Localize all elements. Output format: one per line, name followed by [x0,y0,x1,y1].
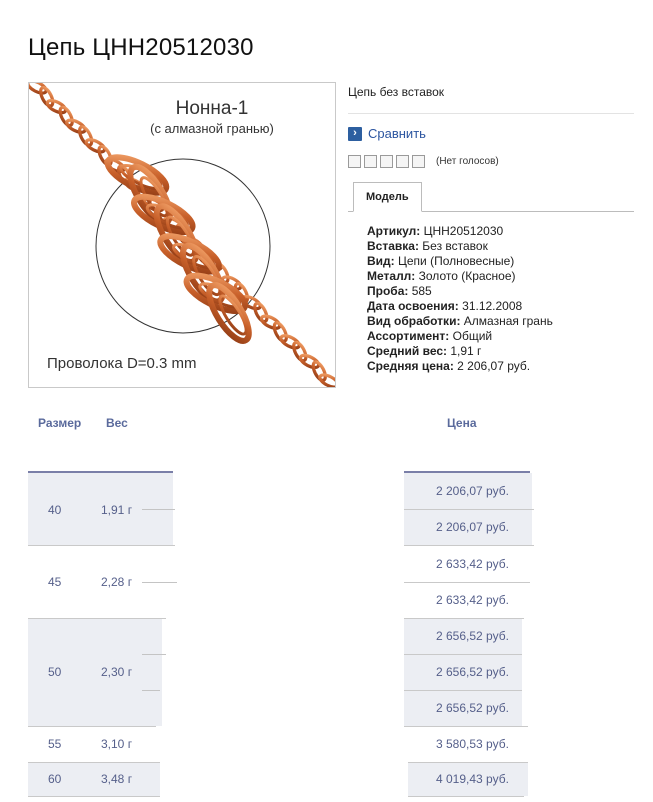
header-underline [28,471,173,473]
price-cell: 2 656,52 руб. [436,665,509,679]
weight-cell: 3,48 г [101,772,133,786]
tab-model[interactable]: Модель [353,182,422,212]
weight-cell: 2,30 г [101,665,133,679]
price-divider [404,726,528,727]
rating-star-icon[interactable] [380,155,393,168]
size-cell: 40 [48,503,62,517]
size-price-table [0,400,653,802]
row-divider [28,796,160,797]
rating-text: (Нет голосов) [436,156,499,167]
price-divider [404,690,522,691]
spec-avg-price: Средняя цена: 2 206,07 руб. [367,359,531,373]
image-chain-subtitle: (с алмазной гранью) [150,121,274,136]
sub-row-dash [142,509,175,510]
rating-star-icon[interactable] [412,155,425,168]
price-divider [404,618,524,619]
spec-avg-weight: Средний вес: 1,91 г [367,344,482,358]
price-cell: 4 019,43 руб. [436,772,509,786]
spec-insert: Вставка: Без вставок [367,239,488,253]
price-cell: 2 633,42 руб. [436,557,509,571]
image-chain-name: Нонна-1 [175,98,249,119]
price-cell: 3 580,53 руб. [436,737,509,751]
spec-assortment: Ассортимент: Общий [367,329,493,343]
price-cell: 2 206,07 руб. [436,484,509,498]
size-cell: 55 [48,737,62,751]
image-wire-label: Проволока D=0.3 mm [47,355,197,372]
rating-star-icon[interactable] [348,155,361,168]
sub-row-dash [142,690,160,691]
price-divider [408,762,528,763]
sub-row-dash [142,582,177,583]
row-divider [28,545,175,546]
spec-article: Артикул: ЦНН20512030 [367,224,504,238]
weight-cell: 1,91 г [101,503,133,517]
chain-illustration [29,83,335,387]
price-cell: 2 656,52 руб. [436,701,509,715]
price-divider [404,582,530,583]
price-divider [404,509,534,510]
product-image [28,82,336,388]
price-cell: 2 633,42 руб. [436,593,509,607]
price-cell: 2 656,52 руб. [436,629,509,643]
rating [348,155,634,168]
spec-release-date: Дата освоения: 31.12.2008 [367,299,523,313]
row-divider [28,762,160,763]
header-weight: Вес [106,416,128,430]
tab-bar [348,182,634,212]
chain-link [318,372,335,387]
price-cell: 2 206,07 руб. [436,520,509,534]
spec-processing: Вид обработки: Алмазная грань [367,314,553,328]
divider [348,113,634,114]
price-divider [408,796,524,797]
weight-cell: 3,10 г [101,737,133,751]
row-divider [28,618,166,619]
price-divider [404,545,534,546]
spec-metal: Металл: Золото (Красное) [367,269,516,283]
size-cell: 45 [48,575,62,589]
rating-star-icon[interactable] [396,155,409,168]
compare-link[interactable]: Сравнить [368,126,426,141]
spec-purity: Проба: 585 [367,284,432,298]
row-divider [28,726,156,727]
header-price: Цена [447,416,477,430]
page-title: Цепь ЦНН20512030 [28,34,254,61]
product-info [348,82,634,374]
compare-row [348,126,634,141]
insert-description: Цепь без вставок [348,85,445,99]
header-underline [404,471,530,473]
size-cell: 50 [48,665,62,679]
arrow-right-icon[interactable]: › [348,127,362,141]
weight-cell: 2,28 г [101,575,133,589]
spec-list [348,224,634,374]
spec-type: Вид: Цепи (Полновесные) [367,254,515,268]
size-cell: 60 [48,772,62,786]
header-size: Размер [38,416,82,430]
rating-star-icon[interactable] [364,155,377,168]
price-divider [404,654,522,655]
sub-row-dash [142,654,166,655]
